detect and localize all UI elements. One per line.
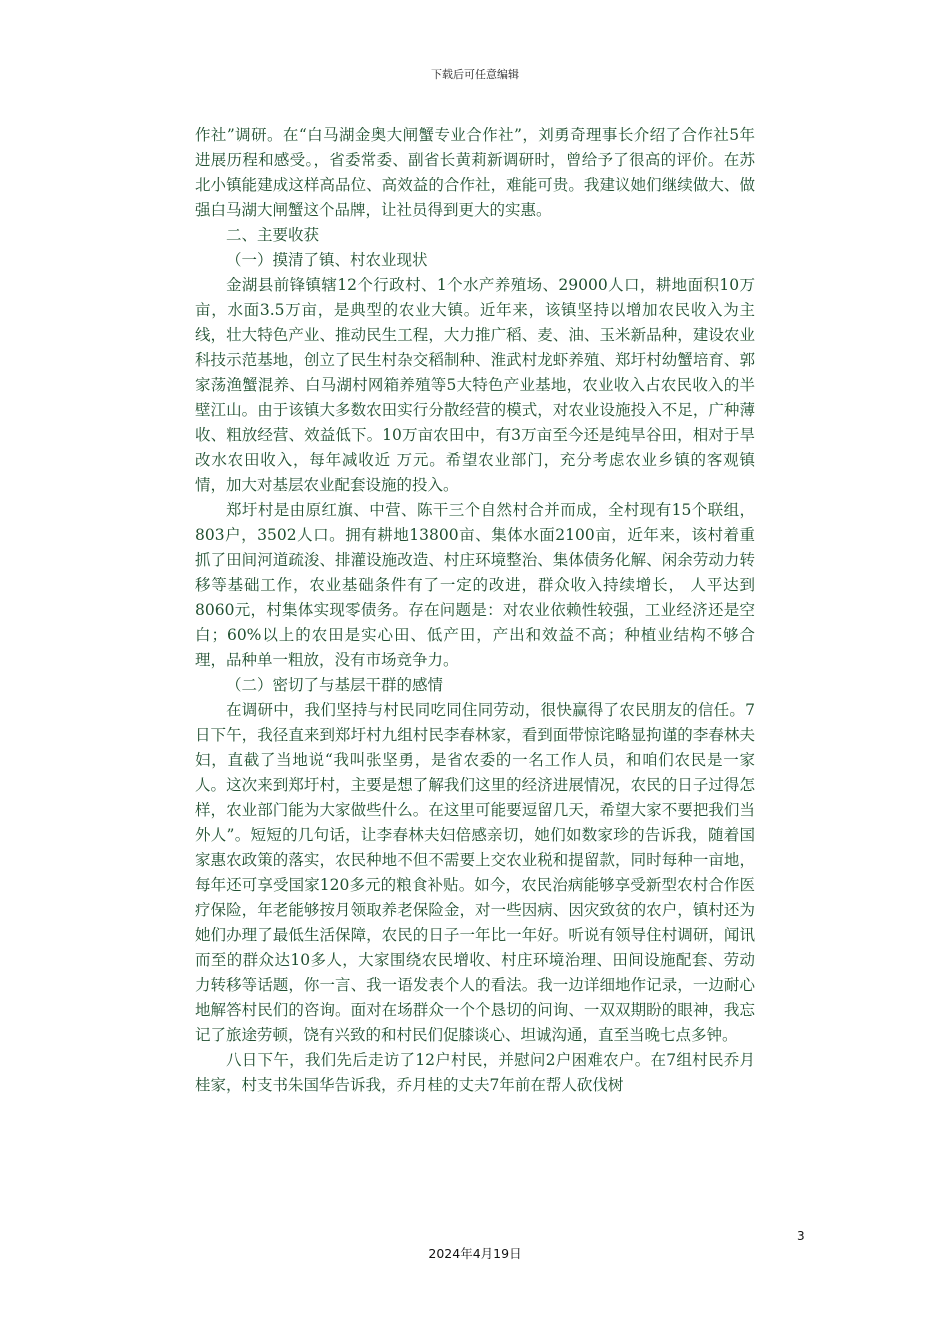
page-header: 下载后可任意编辑 — [431, 68, 519, 81]
paragraph-zhengwei-village: 郑圩村是由原红旗、中营、陈干三个自然村合并而成，全村现有15个联组，803户，3502人口。拥有耕地13800亩、集体水面2100亩，近年来，该村着重抓了田间河道疏浚、排灌设施改造、村庄环境整治、集体债务化解、闲余劳动力转移等基础工作，农业基础条件有了一定的改进，群众收入持续增长， 人平达到8060元，村集体实现零债务。存在问题是：对农业依赖性较强，工业经济还是空白；60%以上的农田是实心田、低产田，产出和效益不高；种植业结构不够合理，品种单一粗放，没有市场竞争力。 — [195, 501, 755, 669]
page-number: 3 — [797, 1229, 805, 1243]
paragraph-research-visit: 在调研中，我们坚持与村民同吃同住同劳动，很快赢得了农民朋友的信任。7日下午，我径直来到郑圩村九组村民李春林家，看到面带惊诧略显拘谨的李春林夫妇，直截了当地说“我叫张坚勇，是省农委的一名工作人员，和咱们农民是一家人。这次来到郑圩村，主要是想了解我们这里的经济进展情况，农民的日子过得怎样，农业部门能为大家做些什么。在这里可能要逗留几天，希望大家不要把我们当外人”。短短的几句话，让李春林夫妇倍感亲切，她们如数家珍的告诉我，随着国家惠农政策的落实，农民种地不但不需要上交农业税和提留款，同时每种一亩地，每年还可享受国家120多元的粮食补贴。如今，农民治病能够享受新型农村合作医疗保险，年老能够按月领取养老保险金，对一些因病、因灾致贫的农户，镇村还为她们办理了最低生活保障，农民的日子一年比一年好。听说有领导住村调研，闻讯而至的群众达10多人，大家围绕农民增收、村庄环境治理、田间设施配套、劳动力转移等话题，你一言、我一语发表个人的看法。我一边详细地作记录，一边耐心地解答村民们的咨询。面对在场群众一个个恳切的问询、一双双期盼的眼神，我忘记了旅途劳顿，饶有兴致的和村民们促膝谈心、坦诚沟通，直至当晚七点多钟。 — [195, 701, 755, 1044]
section-heading-main-gains: 二、主要收获 — [226, 226, 320, 244]
paragraph-town-overview: 金湖县前锋镇辖12个行政村、1个水产养殖场、29000人口，耕地面积10万亩，水面3.5万亩，是典型的农业大镇。近年来，该镇坚持以增加农民收入为主线，壮大特色产业、推动民生工程，大力推广稻、麦、油、玉米新品种，建设农业科技示范基地，创立了民生村杂交稻制种、淮武村龙虾养殖、郑圩村幼蟹培育、郭家荡渔蟹混养、白马湖村网箱养殖等5大特色产业基地，农业收入占农民收入的半壁江山。由于该镇大多数农田实行分散经营的模式，对农业设施投入不足，广种薄收、粗放经营、效益低下。10万亩农田中，有3万亩至今还是纯旱谷田，相对于旱改水农田收入，每年减收近 万元。希望农业部门，充分考虑农业乡镇的客观镇情，加大对基层农业配套设施的投入。 — [195, 276, 755, 494]
paragraph-eighth-day: 八日下午，我们先后走访了12户村民，并慰问2户困难农户。在7组村民乔月桂家，村支书朱国华告诉我，乔月桂的丈夫7年前在帮人砍伐树 — [195, 1051, 755, 1094]
subheading-relations: （二）密切了与基层干群的感情 — [226, 676, 444, 694]
subheading-status: （一）摸清了镇、村农业现状 — [226, 251, 428, 269]
page-footer-date: 2024年4月19日 — [428, 1246, 522, 1261]
document-body — [195, 123, 755, 1098]
paragraph-cooperative: 作社”调研。在“白马湖金奥大闸蟹专业合作社”，刘勇奇理事长介绍了合作社5年进展历程和感受。，省委常委、副省长黄莉新调研时，曾给予了很高的评价。在苏北小镇能建成这样高品位、高效益的合作社，难能可贵。我建议她们继续做大、做强白马湖大闸蟹这个品牌，让社员得到更大的实惠。 — [195, 126, 755, 219]
